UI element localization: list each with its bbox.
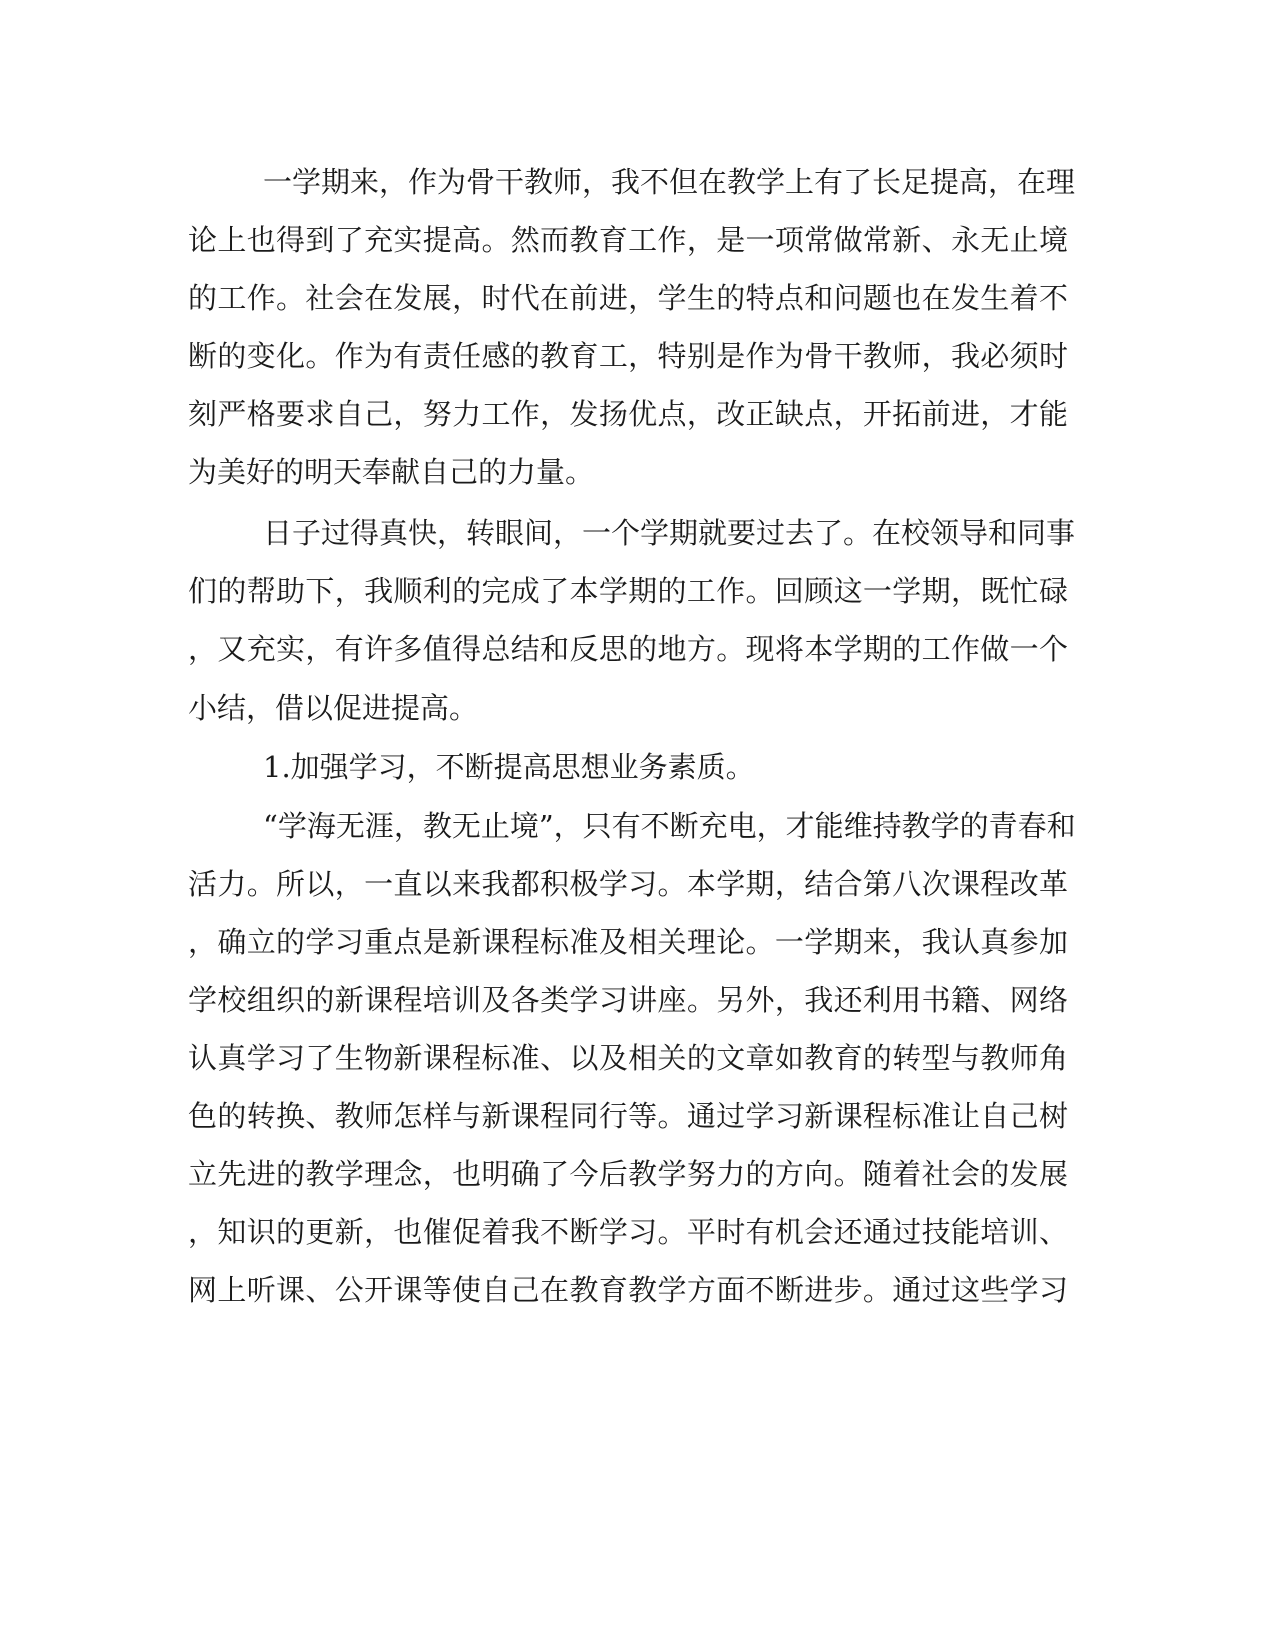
text-line: 断的变化。作为有责任感的教育工，特别是作为骨干教师，我必须时 xyxy=(188,339,1068,373)
text-line: 小结，借以促进提高。 xyxy=(188,691,479,725)
text-line: 日子过得真快，转眼间，一个学期就要过去了。在校领导和同事 xyxy=(263,516,1076,550)
heading-line: 1.加强学习，不断提高思想业务素质。 xyxy=(263,750,755,784)
text-line: 的工作。社会在发展，时代在前进，学生的特点和问题也在发生着不 xyxy=(188,281,1068,315)
text-line: 为美好的明天奉献自己的力量。 xyxy=(188,455,595,489)
text-line: 网上听课、公开课等使自己在教育教学方面不断进步。通过这些学习 xyxy=(188,1273,1068,1307)
text-line: 活力。所以，一直以来我都积极学习。本学期，结合第八次课程改革 xyxy=(188,867,1068,901)
text-line: 认真学习了生物新课程标准、以及相关的文章如教育的转型与教师角 xyxy=(188,1041,1068,1075)
text-line: ，确立的学习重点是新课程标准及相关理论。一学期来，我认真参加 xyxy=(188,925,1068,959)
text-line: 一学期来，作为骨干教师，我不但在教学上有了长足提高，在理 xyxy=(263,165,1076,199)
text-line: ，知识的更新，也催促着我不断学习。平时有机会还通过技能培训、 xyxy=(188,1215,1068,1249)
text-line: “学海无涯，教无止境”，只有不断充电，才能维持教学的青春和 xyxy=(263,809,1076,843)
text-line: 学校组织的新课程培训及各类学习讲座。另外，我还利用书籍、网络 xyxy=(188,983,1068,1017)
text-line: 立先进的教学理念，也明确了今后教学努力的方向。随着社会的发展 xyxy=(188,1157,1068,1191)
text-line: ，又充实，有许多值得总结和反思的地方。现将本学期的工作做一个 xyxy=(188,632,1068,666)
text-line: 论上也得到了充实提高。然而教育工作，是一项常做常新、永无止境 xyxy=(188,223,1068,257)
text-line: 刻严格要求自己，努力工作，发扬优点，改正缺点，开拓前进，才能 xyxy=(188,397,1068,431)
text-line: 色的转换、教师怎样与新课程同行等。通过学习新课程标准让自己树 xyxy=(188,1099,1068,1133)
text-line: 们的帮助下，我顺利的完成了本学期的工作。回顾这一学期，既忙碌 xyxy=(188,574,1068,608)
